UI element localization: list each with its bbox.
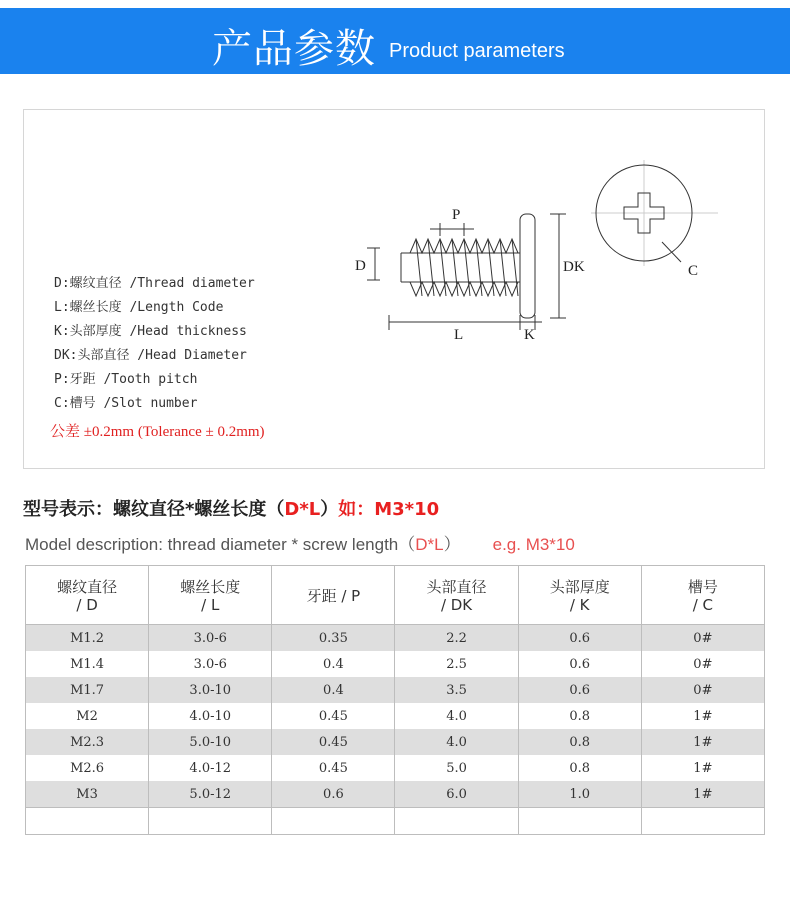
label-k: K	[524, 327, 535, 343]
legend-item-p: P:牙距 /Tooth pitch	[54, 372, 198, 387]
table-header-row	[26, 566, 765, 625]
legend-item-d: D:螺纹直径 /Thread diameter	[54, 276, 255, 291]
model-title-example: 如：M3*10	[338, 499, 440, 520]
legend-item-l: L:螺丝长度 /Length Code	[54, 300, 224, 315]
length-dimension	[389, 315, 542, 330]
legend-item-c: C:槽号 /Slot number	[54, 396, 198, 411]
parameters-table	[25, 565, 765, 835]
table-row: M1.2 3.0-6 0.35 2.2 0.6 0#	[26, 625, 765, 652]
head-top-view	[591, 160, 718, 266]
model-title: 型号表示：螺纹直径*螺丝长度（D*L）如：M3*10	[23, 499, 440, 520]
label-p: P	[452, 207, 461, 223]
header-head-thickness: 头部厚度 / K	[518, 566, 641, 625]
table-row: M1.7 3.0-10 0.4 3.5 0.6 0#	[26, 677, 765, 703]
page-title: 产品参数	[212, 26, 376, 72]
table-row-empty	[26, 808, 765, 835]
header-thread-diameter: 螺纹直径 / D	[26, 566, 149, 625]
label-dk: DK	[563, 259, 585, 275]
label-c: C	[688, 263, 699, 279]
label-d: D	[355, 258, 366, 274]
table-row: M2 4.0-10 0.45 4.0 0.8 1#	[26, 703, 765, 729]
screw-thread-drawing	[401, 214, 535, 318]
table-row: M1.4 3.0-6 0.4 2.5 0.6 0#	[26, 651, 765, 677]
label-l: L	[454, 327, 464, 343]
header-pitch: 牙距 / P	[272, 566, 395, 625]
table-row: M3 5.0-12 0.6 6.0 1.0 1#	[26, 781, 765, 808]
model-description-example: e.g. M3*10	[492, 535, 575, 554]
spec-diagram-panel	[23, 109, 765, 469]
table-row: M2.3 5.0-10 0.45 4.0 0.8 1#	[26, 729, 765, 755]
diameter-dimension	[367, 248, 380, 280]
header-length: 螺丝长度 / L	[149, 566, 272, 625]
tolerance-note: 公差 ±0.2mm (Tolerance ± 0.2mm)	[50, 424, 265, 440]
pitch-dimension	[430, 223, 474, 236]
model-description: Model description: thread diameter * screw length（D*L） e.g. M3*10	[25, 535, 575, 554]
header-slot: 槽号 / C	[641, 566, 764, 625]
page-subtitle: Product parameters	[389, 40, 565, 62]
screw-diagram	[24, 110, 764, 468]
header-banner	[0, 8, 790, 74]
header-head-diameter: 头部直径 / DK	[395, 566, 518, 625]
legend-item-dk: DK:头部直径 /Head Diameter	[54, 348, 247, 363]
table-row: M2.6 4.0-12 0.45 5.0 0.8 1#	[26, 755, 765, 781]
legend-item-k: K:头部厚度 /Head thickness	[54, 324, 247, 339]
